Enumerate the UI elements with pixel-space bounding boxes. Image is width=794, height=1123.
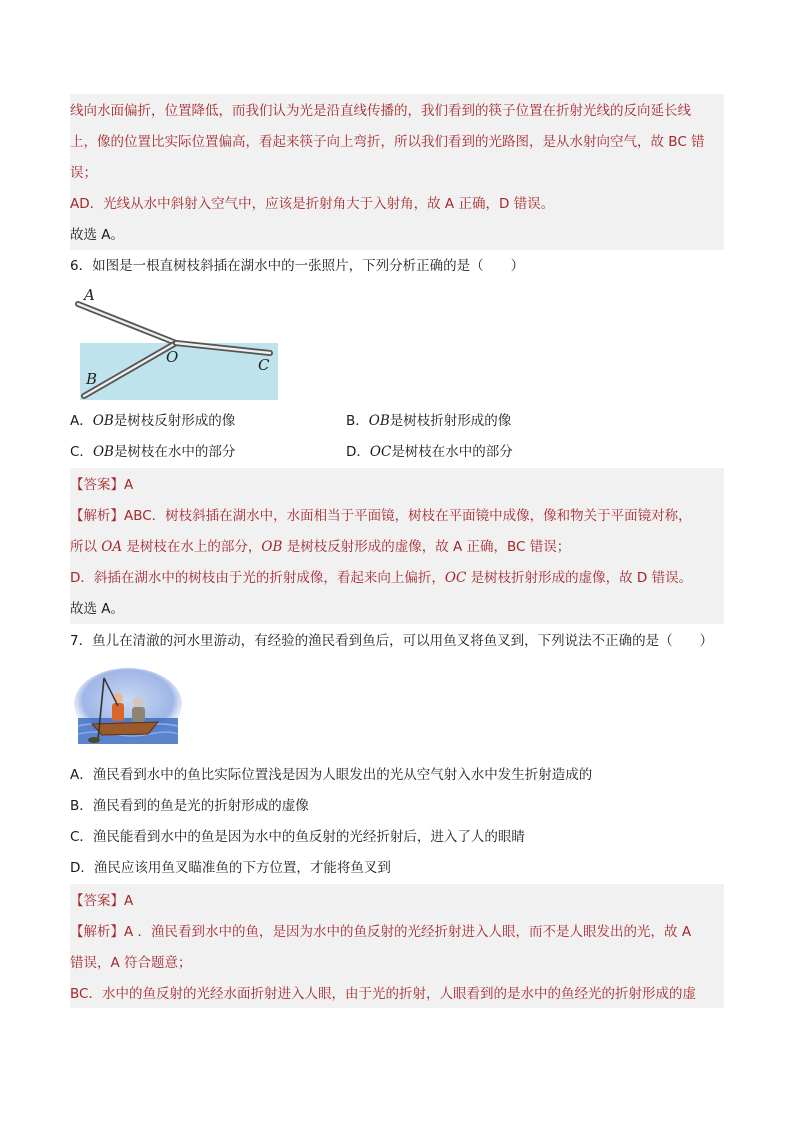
q6-stem: 6．如图是一根直树枝斜插在湖水中的一张照片，下列分析正确的是（ ） [70, 258, 525, 274]
q6-option-d: D．OC是树枝在水中的部分 [346, 444, 513, 460]
q7-option-b: B．渔民看到的鱼是光的折射形成的虚像 [70, 798, 309, 814]
label-b: B [86, 370, 98, 388]
q7-analysis-line: 错误，A 符合题意； [70, 955, 192, 971]
label-c: C [258, 356, 270, 374]
q6-analysis-line: 所以 OA 是树枝在水上的部分，OB 是树枝反射形成的虚像，故 A 正确，BC 错误； [70, 539, 571, 555]
q6-branch-figure [72, 286, 284, 404]
q7-analysis-line: 【解析】A ．渔民看到水中的鱼，是因为水中的鱼反射的光经折射进入人眼，而不是人眼发出的光，故 A [70, 924, 692, 940]
q6-option-b: B．OB是树枝折射形成的像 [346, 413, 512, 429]
q5-explanation-line: 线向水面偏折，位置降低，而我们认为光是沿直线传播的，我们看到的筷子位置在折射光线的反向延长线 [70, 103, 691, 119]
label-a: A [84, 286, 95, 304]
q6-analysis-line: 【解析】ABC．树枝斜插在湖水中，水面相当于平面镜，树枝在平面镜中成像，像和物关于平面镜对称， [70, 508, 692, 524]
q6-analysis-line: D．斜插在湖水中的树枝由于光的折射成像，看起来向上偏折，OC 是树枝折射形成的虚像，故 D 错误。 [70, 570, 693, 586]
q6-option-a: A．OB是树枝反射形成的像 [70, 413, 236, 429]
q6-answer: 【答案】A [70, 477, 134, 493]
q7-stem: 7．鱼儿在清澈的河水里游动，有经验的渔民看到鱼后，可以用鱼叉将鱼叉到，下列说法不正确的是（ ） [70, 633, 714, 649]
q7-analysis-line: BC．水中的鱼反射的光经水面折射进入人眼，由于光的折射，人眼看到的是水中的鱼经光的折射形成的虚 [70, 986, 696, 1002]
q7-option-c: C．渔民能看到水中的鱼是因为水中的鱼反射的光经折射后，进入了人的眼睛 [70, 829, 525, 845]
q5-conclusion: 故选 A。 [70, 227, 125, 243]
q7-answer: 【答案】A [70, 893, 134, 909]
q7-option-d: D．渔民应该用鱼叉瞄准鱼的下方位置，才能将鱼叉到 [70, 860, 391, 876]
branch-oa-highlight [78, 304, 176, 343]
q6-option-c: C．OB是树枝在水中的部分 [70, 444, 236, 460]
q7-fisherman-picture [74, 668, 182, 748]
q5-explanation-line: 上，像的位置比实际位置偏高，看起来筷子向上弯折，所以我们看到的光路图，是从水射向空气，故 BC 错 [70, 134, 705, 150]
q5-explanation-line: 误； [70, 165, 97, 181]
q5-explanation-line: AD．光线从水中斜射入空气中，应该是折射角大于入射角，故 A 正确，D 错误。 [70, 196, 555, 212]
q6-conclusion: 故选 A。 [70, 601, 125, 617]
label-o: O [166, 348, 179, 366]
q7-option-a: A．渔民看到水中的鱼比实际位置浅是因为人眼发出的光从空气射入水中发生折射造成的 [70, 767, 593, 783]
